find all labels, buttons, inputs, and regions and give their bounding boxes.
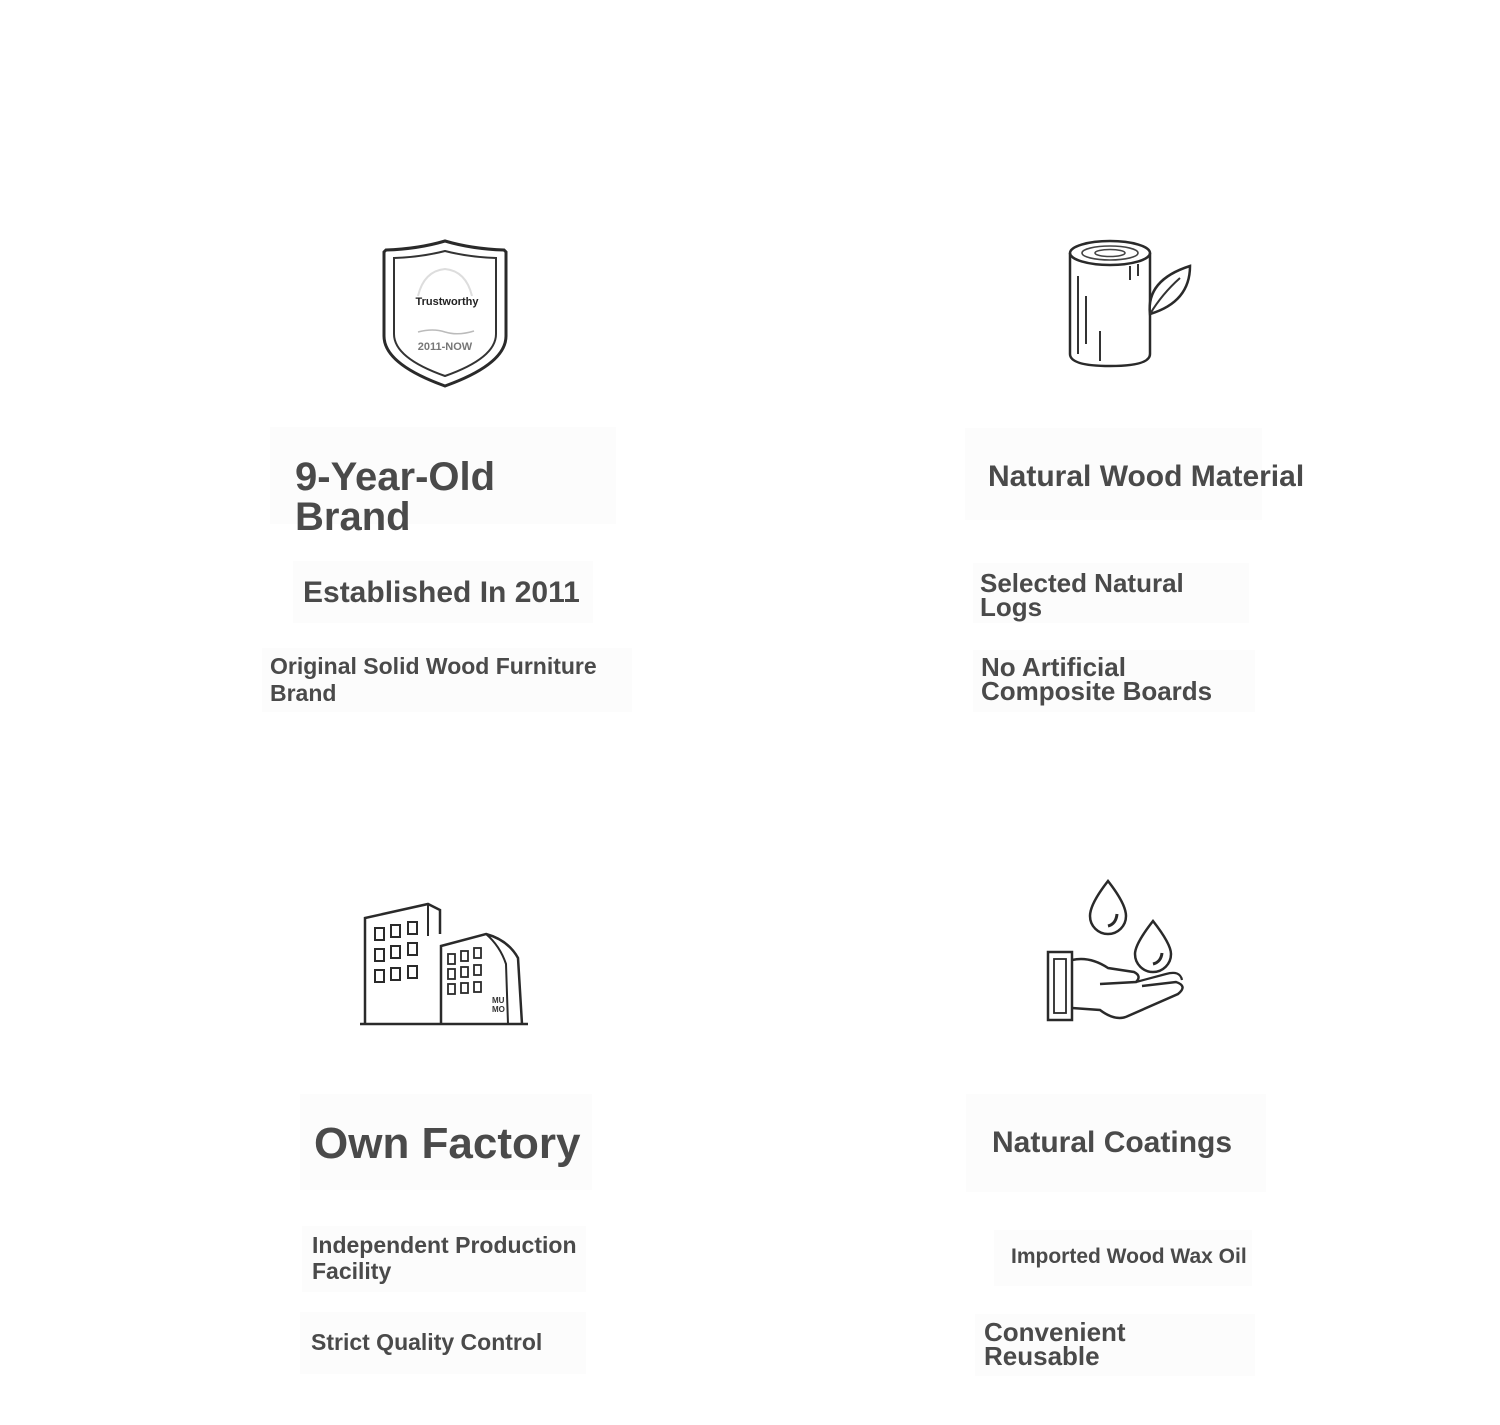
feature-line-1: Established In 2011	[293, 561, 593, 623]
feature-line-1: Selected Natural Logs	[973, 563, 1249, 623]
factory-sign-line-2: MO	[492, 1005, 505, 1014]
feature-line-2: Original Solid Wood Furniture Brand	[262, 648, 632, 712]
badge-text: Trustworthy	[415, 296, 479, 308]
feature-title: Own Factory	[300, 1094, 592, 1190]
factory-buildings-icon	[358, 896, 530, 1030]
badge-years: 2011-NOW	[417, 341, 473, 353]
feature-line-2: No Artificial Composite Boards	[973, 650, 1255, 712]
feature-line-2: Strict Quality Control	[300, 1312, 586, 1374]
hand-water-drops-icon	[1042, 876, 1192, 1028]
feature-title: Natural Coatings	[966, 1094, 1266, 1192]
feature-line-1: Independent Production Facility	[302, 1226, 586, 1292]
feature-line-2: Convenient Reusable	[975, 1314, 1255, 1376]
feature-title: 9-Year-Old Brand	[270, 427, 616, 524]
feature-title: Natural Wood Material	[965, 428, 1262, 520]
feature-line-1: Imported Wood Wax Oil	[994, 1230, 1252, 1286]
log-leaf-icon	[1062, 236, 1196, 370]
factory-sign: MU	[492, 996, 505, 1005]
shield-badge-icon	[378, 236, 512, 392]
